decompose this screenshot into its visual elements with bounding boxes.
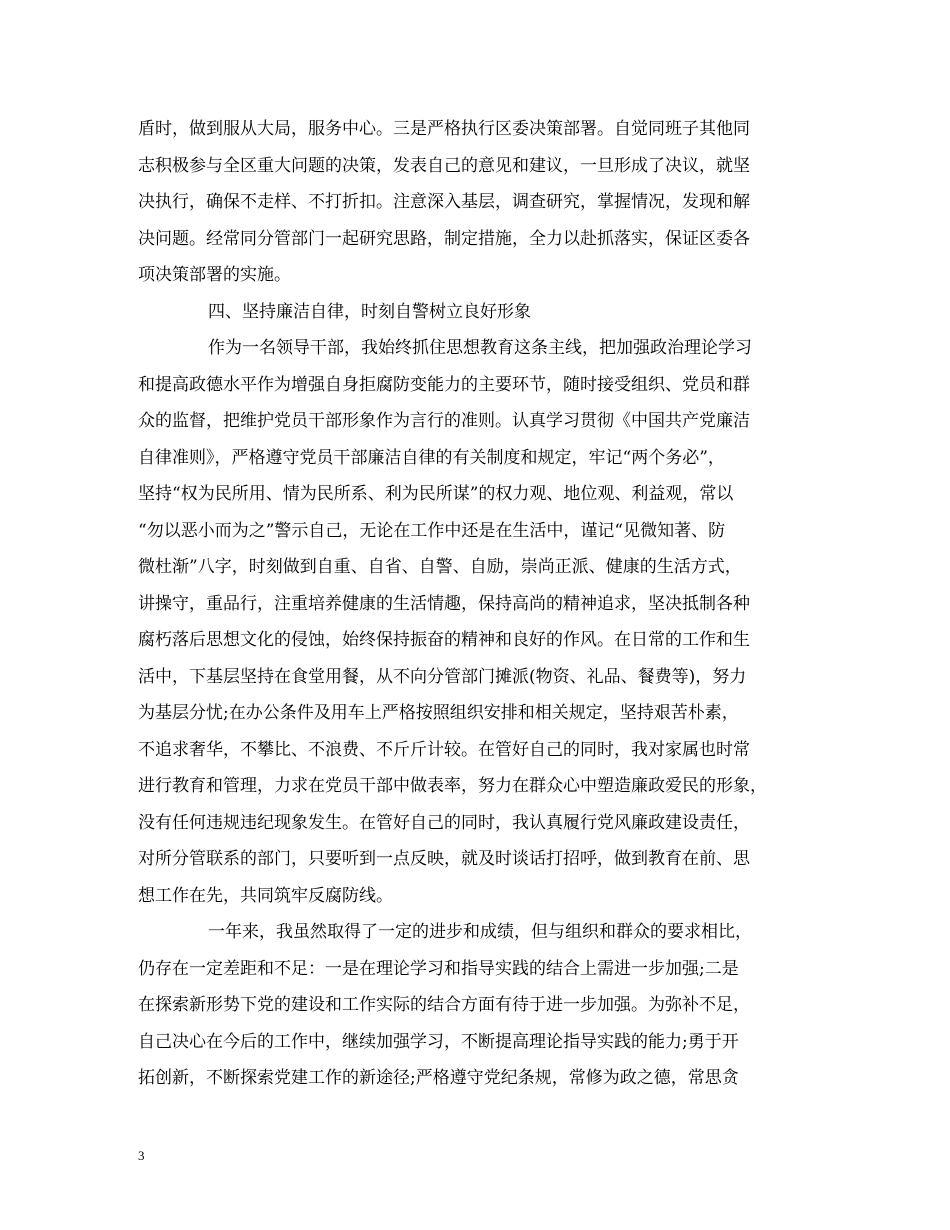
text-line: 想工作在先，共同筑牢反腐防线。 xyxy=(138,885,393,906)
text-line: 微杜渐”八字，时刻做到自重、自省、自警、自励，崇尚正派、健康的生活方式， xyxy=(138,557,742,577)
page-number: 3 xyxy=(138,1148,145,1163)
text-line: 志积极参与全区重大问题的决策，发表自己的意见和建议，一旦形成了决议，就坚 xyxy=(138,155,750,176)
text-line: 腐朽落后思想文化的侵蚀，始终保持振奋的精神和良好的作风。在日常的工作和生 xyxy=(138,630,750,650)
text-line: 盾时，做到服从大局，服务中心。三是严格执行区委决策部署。自觉同班子其他同 xyxy=(138,119,750,139)
text-line: 为基层分忧;在办公条件及用车上严格按照组织安排和相关规定，坚持艰苦朴素， xyxy=(138,703,739,723)
text-line: 在探索新形势下党的建设和工作实际的结合方面有待于进一步加强。为弥补不足， xyxy=(138,995,750,1015)
text-line: 四、坚持廉洁自律，时刻自警树立良好形象 xyxy=(208,301,531,322)
text-line: 坚持“权为民所用、情为民所系、利为民所谋”的权力观、地位观、利益观，常以 xyxy=(138,484,734,504)
text-line: “勿以恶小而为之”警示自己，无论在工作中还是在生活中，谨记“见微知著、防 xyxy=(138,520,726,541)
text-line: 和提高政德水平作为增强自身拒腐防变能力的主要环节，随时接受组织、党员和群 xyxy=(138,374,750,395)
text-line: 对所分管联系的部门，只要听到一点反映，就及时谈话打招呼，做到教育在前、思 xyxy=(138,849,750,869)
document-body xyxy=(138,111,818,1097)
text-line: 作为一名领导干部，我始终抓住思想教育这条主线，把加强政治理论学习 xyxy=(208,338,752,358)
text-line: 自律准则》，严格遵守党员干部廉洁自律的有关制度和规定，牢记“两个务必”， xyxy=(138,447,725,468)
text-line: 讲操守，重品行，注重培养健康的生活情趣，保持高尚的精神追求，坚决抵制各种 xyxy=(138,593,750,614)
text-line: 没有任何违规违纪现象发生。在管好自己的同时，我认真履行党风廉政建设责任， xyxy=(138,812,750,833)
text-line: 拓创新，不断探索党建工作的新途径;严格遵守党纪条规，常修为政之德，常思贪 xyxy=(138,1068,739,1088)
text-line: 自己决心在今后的工作中，继续加强学习，不断提高理论指导实践的能力;勇于开 xyxy=(138,1031,739,1052)
text-line: 决执行，确保不走样、不打折扣。注意深入基层，调查研究，掌握情况，发现和解 xyxy=(138,192,750,212)
text-line: 活中，下基层坚持在食堂用餐，从不向分管部门摊派(物资、礼品、餐费等)，努力 xyxy=(138,666,747,687)
text-line: 不追求奢华，不攀比、不浪费、不斤斤计较。在管好自己的同时，我对家属也时常 xyxy=(138,739,750,760)
text-line: 众的监督，把维护党员干部形象作为言行的准则。认真学习贯彻《中国共产党廉洁 xyxy=(138,411,750,431)
text-line: 一年来，我虽然取得了一定的进步和成绩，但与组织和群众的要求相比， xyxy=(208,922,752,942)
text-line: 进行教育和管理，力求在党员干部中做表率，努力在群众心中塑造廉政爱民的形象， xyxy=(138,776,767,796)
text-line: 项决策部署的实施。 xyxy=(138,265,291,285)
text-line: 决问题。经常同分管部门一起研究思路，制定措施，全力以赴抓落实，保证区委各 xyxy=(138,228,750,249)
text-line: 仍存在一定差距和不足：一是在理论学习和指导实践的结合上需进一步加强;二是 xyxy=(138,958,739,979)
